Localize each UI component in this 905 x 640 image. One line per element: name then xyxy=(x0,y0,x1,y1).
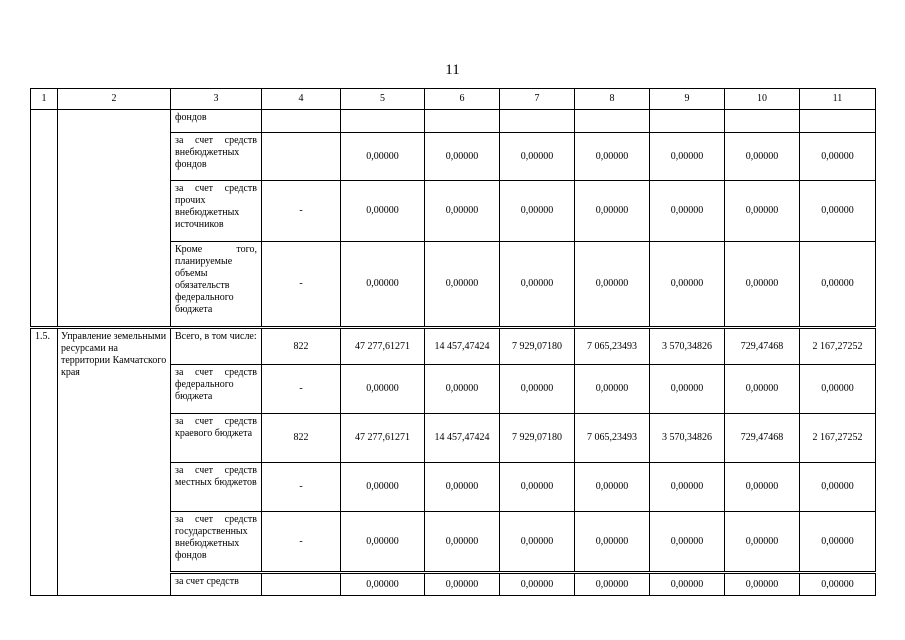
funding-source-cell: за счет средств государственных внебюджетных фондов xyxy=(171,512,262,573)
column-number: 11 xyxy=(800,89,876,110)
value-cell: 0,00000 xyxy=(425,365,500,414)
code-cell xyxy=(262,573,341,596)
value-cell xyxy=(575,110,650,133)
value-cell: 2 167,27252 xyxy=(800,414,876,463)
column-number: 1 xyxy=(31,89,58,110)
value-cell xyxy=(800,110,876,133)
code-cell: - xyxy=(262,181,341,242)
column-number: 8 xyxy=(575,89,650,110)
value-cell: 729,47468 xyxy=(725,328,800,365)
funding-source-cell: за счет средств федерального бюджета xyxy=(171,365,262,414)
column-number: 9 xyxy=(650,89,725,110)
column-number-row xyxy=(31,89,876,110)
column-number: 2 xyxy=(58,89,171,110)
value-cell: 0,00000 xyxy=(341,242,425,328)
value-cell: 0,00000 xyxy=(650,365,725,414)
code-cell: 822 xyxy=(262,414,341,463)
funding-source-cell: Всего, в том числе: xyxy=(171,328,262,365)
value-cell: 729,47468 xyxy=(725,414,800,463)
funding-source-cell: Кроме того, планируемые объемы обязательств федерального бюджета xyxy=(171,242,262,328)
value-cell: 0,00000 xyxy=(500,512,575,573)
value-cell: 0,00000 xyxy=(800,242,876,328)
value-cell: 0,00000 xyxy=(425,512,500,573)
value-cell: 0,00000 xyxy=(575,463,650,512)
code-cell xyxy=(262,133,341,181)
code-cell: - xyxy=(262,512,341,573)
value-cell: 0,00000 xyxy=(800,463,876,512)
column-number: 10 xyxy=(725,89,800,110)
value-cell: 0,00000 xyxy=(341,365,425,414)
value-cell: 0,00000 xyxy=(341,463,425,512)
value-cell: 0,00000 xyxy=(500,181,575,242)
funding-source-cell: фондов xyxy=(171,110,262,133)
value-cell: 0,00000 xyxy=(500,365,575,414)
value-cell: 0,00000 xyxy=(725,133,800,181)
value-cell: 0,00000 xyxy=(725,463,800,512)
value-cell: 0,00000 xyxy=(725,573,800,596)
column-number: 3 xyxy=(171,89,262,110)
column-number: 5 xyxy=(341,89,425,110)
value-cell: 0,00000 xyxy=(725,181,800,242)
value-cell: 0,00000 xyxy=(800,512,876,573)
funding-source-cell: за счет средств xyxy=(171,573,262,596)
row-index-cell xyxy=(31,110,58,328)
code-cell: 822 xyxy=(262,328,341,365)
value-cell: 0,00000 xyxy=(341,181,425,242)
value-cell: 0,00000 xyxy=(575,512,650,573)
value-cell: 0,00000 xyxy=(650,512,725,573)
value-cell xyxy=(341,110,425,133)
value-cell: 0,00000 xyxy=(650,242,725,328)
page-number: 11 xyxy=(445,62,460,78)
value-cell: 7 065,23493 xyxy=(575,328,650,365)
value-cell xyxy=(725,110,800,133)
value-cell: 14 457,47424 xyxy=(425,328,500,365)
column-number: 4 xyxy=(262,89,341,110)
budget-table xyxy=(30,88,876,596)
value-cell: 0,00000 xyxy=(341,133,425,181)
value-cell: 0,00000 xyxy=(341,573,425,596)
value-cell: 0,00000 xyxy=(500,133,575,181)
value-cell: 0,00000 xyxy=(575,181,650,242)
value-cell: 0,00000 xyxy=(575,133,650,181)
code-cell: - xyxy=(262,242,341,328)
funding-source-cell: за счет средств внебюджетных фондов xyxy=(171,133,262,181)
value-cell xyxy=(500,110,575,133)
value-cell: 0,00000 xyxy=(650,573,725,596)
funding-source-cell: за счет средств краевого бюджета xyxy=(171,414,262,463)
funding-source-cell: за счет средств местных бюджетов xyxy=(171,463,262,512)
value-cell: 14 457,47424 xyxy=(425,414,500,463)
value-cell: 0,00000 xyxy=(575,365,650,414)
value-cell: 3 570,34826 xyxy=(650,414,725,463)
value-cell: 0,00000 xyxy=(650,181,725,242)
value-cell: 0,00000 xyxy=(500,573,575,596)
value-cell: 0,00000 xyxy=(575,242,650,328)
value-cell: 47 277,61271 xyxy=(341,328,425,365)
column-number: 7 xyxy=(500,89,575,110)
value-cell: 7 065,23493 xyxy=(575,414,650,463)
value-cell: 0,00000 xyxy=(500,242,575,328)
table-row xyxy=(31,110,876,133)
value-cell: 0,00000 xyxy=(800,573,876,596)
value-cell: 0,00000 xyxy=(500,463,575,512)
value-cell: 0,00000 xyxy=(425,133,500,181)
row-index-cell: 1.5. xyxy=(31,328,58,596)
value-cell: 0,00000 xyxy=(800,365,876,414)
value-cell: 0,00000 xyxy=(650,463,725,512)
value-cell: 0,00000 xyxy=(575,573,650,596)
value-cell: 0,00000 xyxy=(425,181,500,242)
row-name-cell: Управление земельными ресурсами на территории Камчатского края xyxy=(58,328,171,596)
value-cell: 7 929,07180 xyxy=(500,328,575,365)
value-cell: 0,00000 xyxy=(650,133,725,181)
value-cell: 0,00000 xyxy=(425,573,500,596)
value-cell: 47 277,61271 xyxy=(341,414,425,463)
value-cell xyxy=(650,110,725,133)
code-cell: - xyxy=(262,365,341,414)
code-cell xyxy=(262,110,341,133)
value-cell: 0,00000 xyxy=(725,365,800,414)
value-cell: 0,00000 xyxy=(725,512,800,573)
value-cell: 0,00000 xyxy=(341,512,425,573)
code-cell: - xyxy=(262,463,341,512)
row-name-cell xyxy=(58,110,171,328)
table-row xyxy=(31,328,876,365)
value-cell: 3 570,34826 xyxy=(650,328,725,365)
value-cell xyxy=(425,110,500,133)
value-cell: 0,00000 xyxy=(425,463,500,512)
value-cell: 2 167,27252 xyxy=(800,328,876,365)
funding-source-cell: за счет средств прочих внебюджетных источников xyxy=(171,181,262,242)
value-cell: 7 929,07180 xyxy=(500,414,575,463)
column-number: 6 xyxy=(425,89,500,110)
value-cell: 0,00000 xyxy=(800,133,876,181)
value-cell: 0,00000 xyxy=(800,181,876,242)
value-cell: 0,00000 xyxy=(425,242,500,328)
value-cell: 0,00000 xyxy=(725,242,800,328)
